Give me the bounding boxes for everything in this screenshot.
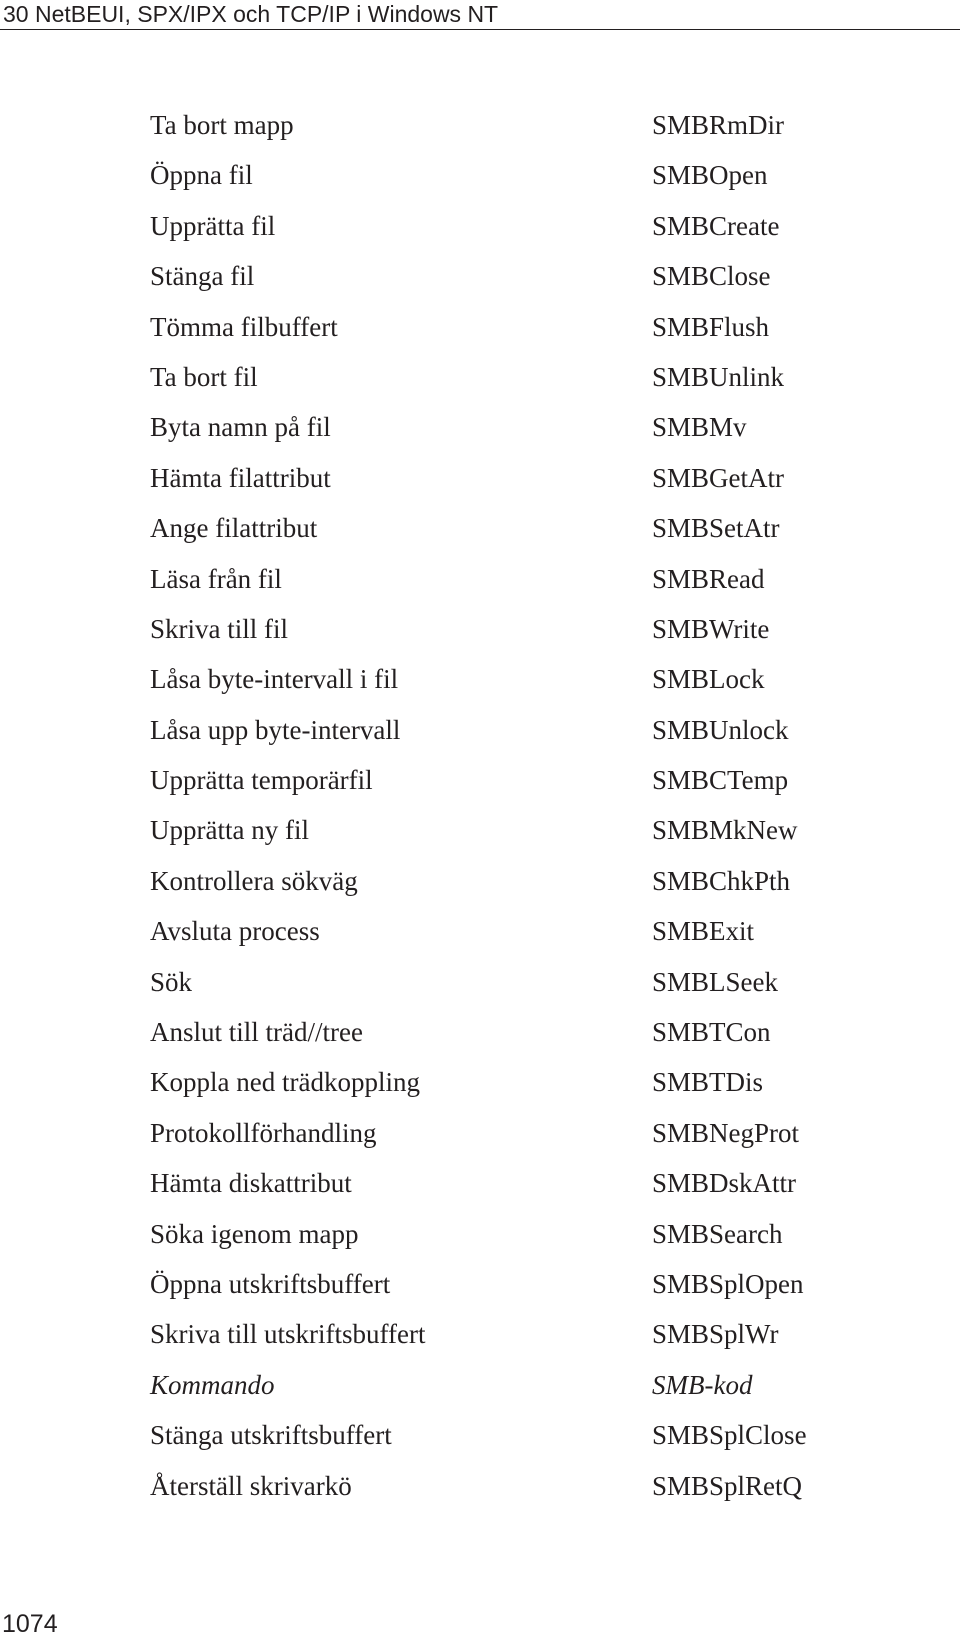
table-row <box>150 1158 870 1208</box>
command-label: Ta bort fil <box>150 361 258 392</box>
command-label: Kommando <box>150 1369 275 1400</box>
table-row <box>150 150 870 200</box>
smb-code: SMBLSeek <box>652 966 779 997</box>
smb-code: SMBOpen <box>652 160 768 191</box>
smb-code: SMBTCon <box>652 1017 771 1048</box>
smb-code: SMBClose <box>652 261 771 292</box>
table-row <box>150 251 870 301</box>
command-label: Kontrollera sökväg <box>150 865 358 896</box>
command-label: Koppla ned trädkoppling <box>150 1067 420 1098</box>
smb-code: SMBRmDir <box>652 110 785 140</box>
table-row <box>150 1209 870 1259</box>
command-label: Skriva till fil <box>150 613 288 644</box>
smb-code: SMBCreate <box>652 210 780 241</box>
table-row <box>150 554 870 604</box>
smb-code: SMBCTemp <box>652 765 789 796</box>
smb-code: SMBFlush <box>652 311 770 342</box>
command-label: Byta namn på fil <box>150 412 331 443</box>
command-label: Läsa från fil <box>150 563 282 594</box>
command-label: Stänga fil <box>150 261 255 292</box>
table-row <box>150 1360 870 1410</box>
table-row <box>150 705 870 755</box>
smb-code: SMBDskAttr <box>652 1168 797 1199</box>
command-label: Protokollförhandling <box>150 1117 377 1148</box>
smb-code: SMBExit <box>652 916 755 947</box>
table-row <box>150 654 870 704</box>
command-label: Söka igenom mapp <box>150 1218 359 1249</box>
table-row <box>150 503 870 553</box>
command-label: Hämta diskattribut <box>150 1168 352 1199</box>
table-row <box>150 1461 870 1511</box>
table-row <box>150 1259 870 1309</box>
table-row <box>150 1108 870 1158</box>
smb-code: SMBSplWr <box>652 1319 779 1350</box>
command-label: Upprätta ny fil <box>150 815 309 846</box>
table-row <box>150 453 870 503</box>
page-number: 1074 <box>2 1610 58 1638</box>
command-label: Avsluta process <box>150 916 320 947</box>
smb-code: SMBUnlink <box>652 361 785 392</box>
command-label: Skriva till utskriftsbuffert <box>150 1319 426 1350</box>
command-label: Låsa upp byte-intervall <box>150 714 401 745</box>
smb-code: SMBTDis <box>652 1067 764 1098</box>
table-row <box>150 402 870 452</box>
table-row <box>150 100 870 150</box>
command-label: Öppna utskriftsbuffert <box>150 1268 391 1299</box>
table-row <box>150 1007 870 1057</box>
smb-code: SMB-kod <box>652 1369 753 1400</box>
smb-code: SMBSplOpen <box>652 1268 804 1299</box>
smb-code: SMBLock <box>652 664 765 695</box>
smb-code: SMBSplClose <box>652 1420 807 1451</box>
table-row <box>150 604 870 654</box>
command-label: Ta bort mapp <box>150 110 294 140</box>
smb-code: SMBMv <box>652 412 747 443</box>
table-row <box>150 302 870 352</box>
table-row <box>150 957 870 1007</box>
smb-code: SMBSetAtr <box>652 513 780 544</box>
command-label: Låsa byte-intervall i fil <box>150 664 399 695</box>
smb-code: SMBMkNew <box>652 815 798 846</box>
running-head <box>0 0 960 30</box>
command-label: Upprätta temporärfil <box>150 765 373 796</box>
smb-code: SMBWrite <box>652 613 770 644</box>
command-label: Hämta filattribut <box>150 462 331 493</box>
table-row <box>150 805 870 855</box>
smb-code: SMBRead <box>652 563 765 594</box>
table-row <box>150 1410 870 1460</box>
smb-code: SMBChkPth <box>652 865 791 896</box>
table-row <box>150 352 870 402</box>
smb-code: SMBNegProt <box>652 1117 800 1148</box>
table-row <box>150 1309 870 1359</box>
command-label: Upprätta fil <box>150 210 276 241</box>
command-label: Sök <box>150 966 193 997</box>
smb-code: SMBSearch <box>652 1218 783 1249</box>
table-row <box>150 856 870 906</box>
table-row <box>150 1057 870 1107</box>
command-label: Återställ skrivarkö <box>150 1470 352 1501</box>
command-label: Tömma filbuffert <box>150 311 338 342</box>
command-label: Öppna fil <box>150 160 253 191</box>
smb-code: SMBGetAtr <box>652 462 785 493</box>
table-row <box>150 201 870 251</box>
smb-command-table <box>150 100 870 1511</box>
command-label: Stänga utskriftsbuffert <box>150 1420 392 1451</box>
smb-code: SMBSplRetQ <box>652 1470 803 1501</box>
command-label: Anslut till träd//tree <box>150 1017 363 1048</box>
table-row <box>150 906 870 956</box>
smb-code: SMBUnlock <box>652 714 789 745</box>
table-row <box>150 755 870 805</box>
command-label: Ange filattribut <box>150 513 318 544</box>
running-head-title: 30 NetBEUI, SPX/IPX och TCP/IP i Windows NT <box>3 1 499 27</box>
